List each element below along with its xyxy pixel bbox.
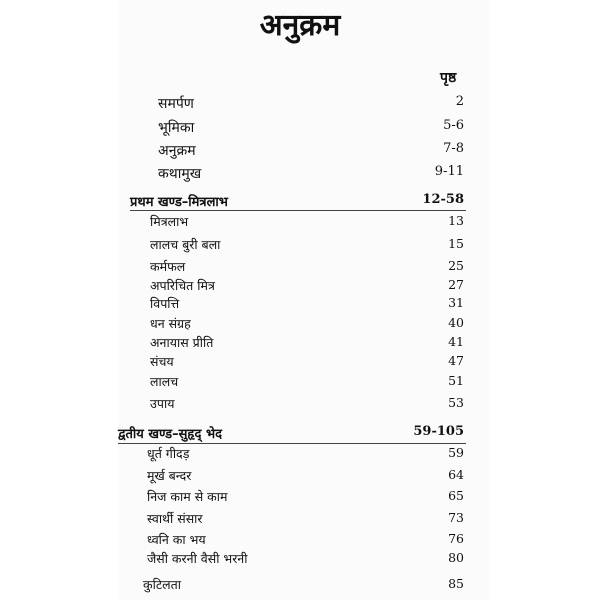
toc-entry-page: 25 bbox=[448, 258, 464, 273]
toc-entry-page: 51 bbox=[448, 373, 464, 388]
section-rule bbox=[130, 210, 466, 211]
toc-entry-page: 27 bbox=[448, 277, 464, 292]
toc-entry-label: धूर्त गीदड़ bbox=[147, 446, 190, 461]
toc-entry-label: अनुक्रम bbox=[158, 143, 196, 159]
toc-entry-label: अपरिचित मित्र bbox=[150, 278, 215, 293]
toc-entry-page: 76 bbox=[448, 531, 464, 546]
toc-entry-label: स्वार्थी संसार bbox=[147, 511, 203, 526]
toc-row bbox=[0, 550, 600, 570]
toc-row bbox=[0, 531, 600, 551]
toc-entry-label: कथामुख bbox=[158, 166, 202, 182]
toc-entry-label: मूर्ख बन्दर bbox=[147, 468, 192, 483]
toc-row bbox=[0, 236, 600, 256]
toc-entry-page: 31 bbox=[448, 295, 464, 310]
toc-entry-label: समर्पण bbox=[158, 96, 194, 112]
page-title: अनुक्रम bbox=[259, 8, 341, 43]
toc-entry-label: अनायास प्रीति bbox=[150, 335, 214, 350]
toc-entry-label: धन संग्रह bbox=[150, 316, 191, 331]
toc-entry-page: 7-8 bbox=[443, 141, 464, 156]
toc-entry-label: संचय bbox=[150, 354, 174, 369]
section-heading-row bbox=[0, 192, 600, 212]
toc-entry-label: जैसी करनी वैसी भरनी bbox=[147, 551, 248, 566]
toc-entry-label: मित्रलाभ bbox=[150, 214, 189, 229]
section-page-range: 59-105 bbox=[413, 424, 464, 439]
toc-row bbox=[0, 395, 600, 415]
toc-entry-page: 53 bbox=[448, 395, 464, 410]
toc-entry-label: लालच bbox=[150, 374, 179, 389]
toc-entry-label: निज काम से काम bbox=[147, 489, 228, 504]
toc-entry-label: भूमिका bbox=[158, 120, 195, 136]
toc-row bbox=[0, 258, 600, 278]
toc-entry-page: 85 bbox=[448, 576, 464, 591]
toc-row bbox=[0, 277, 600, 297]
toc-entry-page: 80 bbox=[448, 550, 464, 565]
section-heading-row bbox=[0, 424, 600, 444]
toc-row bbox=[0, 334, 600, 354]
toc-entry-label: लालच बुरी बला bbox=[150, 237, 221, 252]
toc-entry-label: ध्वनि का भय bbox=[147, 532, 206, 547]
toc-row bbox=[0, 353, 600, 373]
toc-entry-page: 2 bbox=[455, 94, 464, 109]
toc-entry-label: कुटिलता bbox=[143, 577, 181, 592]
toc-entry-page: 40 bbox=[448, 315, 464, 330]
toc-entry-page: 47 bbox=[448, 353, 464, 368]
section-rule bbox=[118, 443, 466, 444]
toc-entry-page: 64 bbox=[448, 467, 464, 482]
toc-row bbox=[0, 118, 600, 138]
toc-entry-page: 13 bbox=[448, 213, 464, 228]
toc-entry-page: 5-6 bbox=[443, 118, 464, 133]
toc-entry-page: 41 bbox=[448, 334, 464, 349]
toc-row bbox=[0, 141, 600, 161]
section-page-range: 12-58 bbox=[422, 192, 464, 207]
section-title: प्रथम खण्ड–मित्रलाभ bbox=[130, 195, 228, 210]
toc-row bbox=[0, 94, 600, 114]
toc-row bbox=[0, 576, 600, 596]
toc-entry-page: 59 bbox=[448, 445, 464, 460]
toc-entry-label: कर्मफल bbox=[150, 259, 186, 274]
toc-row bbox=[0, 164, 600, 184]
toc-row bbox=[0, 295, 600, 315]
toc-entry-label: उपाय bbox=[150, 396, 175, 411]
page-column-heading: पृष्ठ bbox=[440, 70, 457, 86]
toc-entry-page: 9-11 bbox=[434, 164, 464, 179]
toc-entry-page: 15 bbox=[448, 236, 464, 251]
toc-entry-label: विपत्ति bbox=[150, 296, 180, 311]
toc-row bbox=[0, 467, 600, 487]
section-title: द्वतीय खण्ड–सुहृद् भेद bbox=[118, 427, 222, 442]
toc-row bbox=[0, 488, 600, 508]
toc-entry-page: 73 bbox=[448, 510, 464, 525]
toc-row bbox=[0, 445, 600, 465]
toc-row bbox=[0, 373, 600, 393]
toc-entry-page: 65 bbox=[448, 488, 464, 503]
toc-row bbox=[0, 213, 600, 233]
toc-row bbox=[0, 315, 600, 335]
toc-row bbox=[0, 510, 600, 530]
